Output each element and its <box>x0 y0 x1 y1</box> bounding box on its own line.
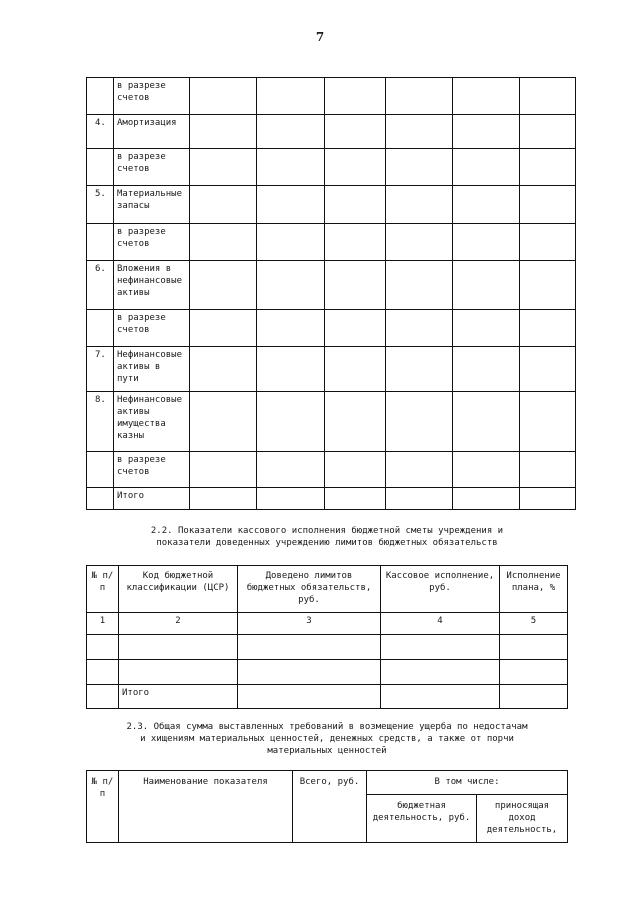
section-2-3-heading: 2.3. Общая сумма выставленных требований в возмещение ущерба по недостачам и хищениям материальных ценностей, денежных средств, а также от порчи материальных ценностей <box>126 722 528 756</box>
row-number: 7. <box>87 347 114 392</box>
table-row-total <box>87 685 568 709</box>
table-row <box>87 635 568 660</box>
table-row <box>87 224 576 261</box>
header-indicator-name: Наименование показателя <box>119 771 293 843</box>
row-label: в разрезе счетов <box>114 149 190 186</box>
row-label: Вложения в нефинансовые активы <box>114 261 190 310</box>
header-total: Всего, руб. <box>293 771 367 843</box>
header-limits: Доведено лимитов бюджетных обязательств, руб. <box>238 566 381 613</box>
row-number <box>87 224 114 261</box>
table-cash-execution <box>86 565 568 709</box>
table-row-total <box>87 488 576 510</box>
header-num: № п/п <box>87 771 119 843</box>
table-row <box>87 186 576 224</box>
row-number: 6. <box>87 261 114 310</box>
table-nonfinancial-assets <box>86 77 576 510</box>
row-number <box>87 488 114 510</box>
row-label: в разрезе счетов <box>114 452 190 488</box>
column-numbers-row: 1 2 3 4 5 <box>87 613 568 635</box>
row-number: 8. <box>87 392 114 452</box>
table-row <box>87 660 568 685</box>
row-label: Нефинансовые активы в пути <box>114 347 190 392</box>
header-including: В том числе: <box>367 771 568 795</box>
table-header-row <box>87 771 568 795</box>
table-row <box>87 392 576 452</box>
row-label: в разрезе счетов <box>114 310 190 347</box>
row-number: 5. <box>87 186 114 224</box>
table-damage-claims <box>86 770 568 843</box>
row-number: 4. <box>87 115 114 149</box>
header-budget-activity: бюджетная деятельность, руб. <box>367 795 477 843</box>
row-number <box>87 452 114 488</box>
table-row <box>87 115 576 149</box>
header-plan-pct: Исполнение плана, % <box>500 566 568 613</box>
row-label: в разрезе счетов <box>114 224 190 261</box>
row-label: Итого <box>114 488 190 510</box>
row-number <box>87 310 114 347</box>
total-label: Итого <box>119 685 238 709</box>
table-header-row <box>87 566 568 613</box>
header-income-activity: приносящая доход деятельность, <box>477 795 568 843</box>
table-row <box>87 452 576 488</box>
row-label: Нефинансовые активы имущества казны <box>114 392 190 452</box>
row-label: Материальные запасы <box>114 186 190 224</box>
table-row <box>87 310 576 347</box>
table-row <box>87 261 576 310</box>
header-cash: Кассовое исполнение, руб. <box>381 566 500 613</box>
table-row <box>87 149 576 186</box>
row-number <box>87 149 114 186</box>
page-number: 7 <box>315 30 325 44</box>
table-row <box>87 78 576 115</box>
row-number <box>87 78 114 115</box>
table-row <box>87 347 576 392</box>
row-label: в разрезе счетов <box>114 78 190 115</box>
header-code: Код бюджетной классификации (ЦСР) <box>119 566 238 613</box>
section-2-2-heading: 2.2. Показатели кассового исполнения бюджетной сметы учреждения и показатели доведенных учреждению лимитов бюджетных обязательств <box>150 526 504 548</box>
row-label: Амортизация <box>114 115 190 149</box>
header-num: № п/п <box>87 566 119 613</box>
